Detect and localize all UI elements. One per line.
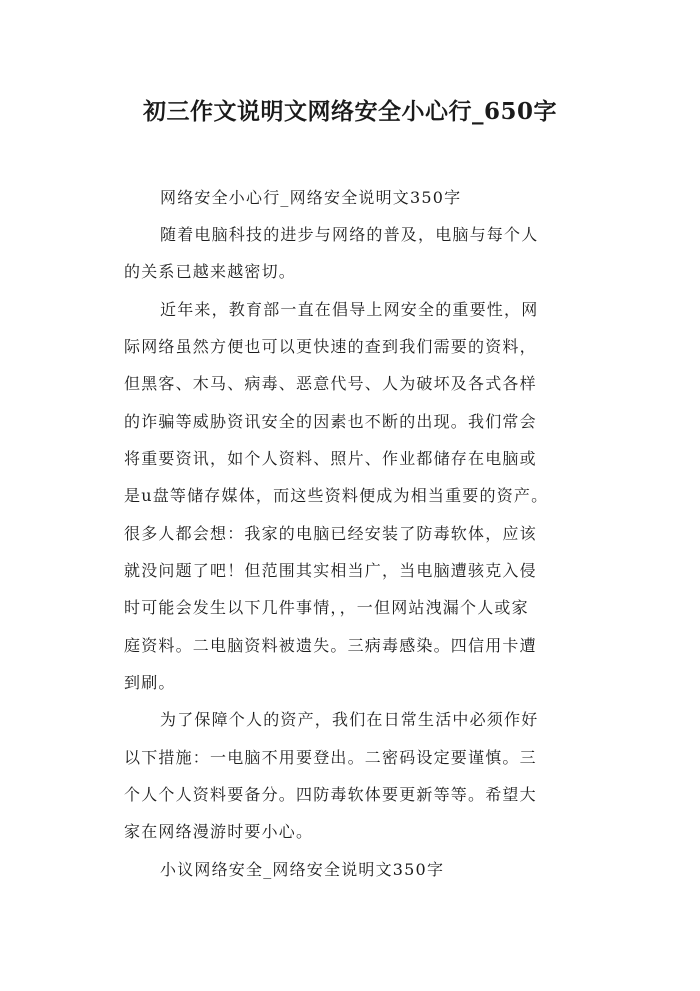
section-heading: 小议网络安全_网络安全说明文350字 (160, 860, 445, 879)
paragraph-line: 为了保障个人的资产，我们在日常生活中必须作好 (160, 710, 539, 729)
document-title: 初三作文说明文网络安全小心行_650字 (142, 98, 557, 125)
paragraph-line: 将重要资讯，如个人资料、照片、作业都储存在电脑或 (124, 449, 537, 468)
paragraph-line: 个人个人资料要备分。四防毒软体要更新等等。希望大 (124, 785, 537, 804)
paragraph-line: 以下措施：一电脑不用要登出。二密码设定要谨慎。三 (124, 748, 537, 767)
paragraph-line: 随着电脑科技的进步与网络的普及，电脑与每个人 (160, 225, 539, 244)
paragraph-line: 但黑客、木马、病毒、恶意代号、人为破坏及各式各样 (124, 374, 537, 393)
section-heading: 网络安全小心行_网络安全说明文350字 (160, 188, 462, 207)
paragraph-line: 的诈骗等威胁资讯安全的因素也不断的出现。我们常会 (124, 412, 537, 431)
paragraph-line: 家在网络漫游时要小心。 (124, 822, 314, 841)
paragraph-line: 时可能会发生以下几件事情，，一但网站洩漏个人或家 (124, 598, 529, 617)
paragraph-line: 际网络虽然方便也可以更快速的查到我们需要的资料， (124, 337, 537, 356)
paragraph-line: 的关系已越来越密切。 (124, 262, 297, 281)
paragraph-line: 庭资料。二电脑资料被遗失。三病毒感染。四信用卡遭 (124, 636, 537, 655)
paragraph-line: 很多人都会想：我家的电脑已经安装了防毒软体，应该 (124, 524, 537, 543)
paragraph-line: 就没问题了吧！但范围其实相当广，当电脑遭骇克入侵 (124, 561, 537, 580)
paragraph-line: 到刷。 (124, 673, 176, 692)
paragraph-line: 近年来，教育部一直在倡导上网安全的重要性，网 (160, 300, 539, 319)
paragraph-line: 是u盘等储存媒体，而这些资料便成为相当重要的资产。 (124, 486, 549, 505)
